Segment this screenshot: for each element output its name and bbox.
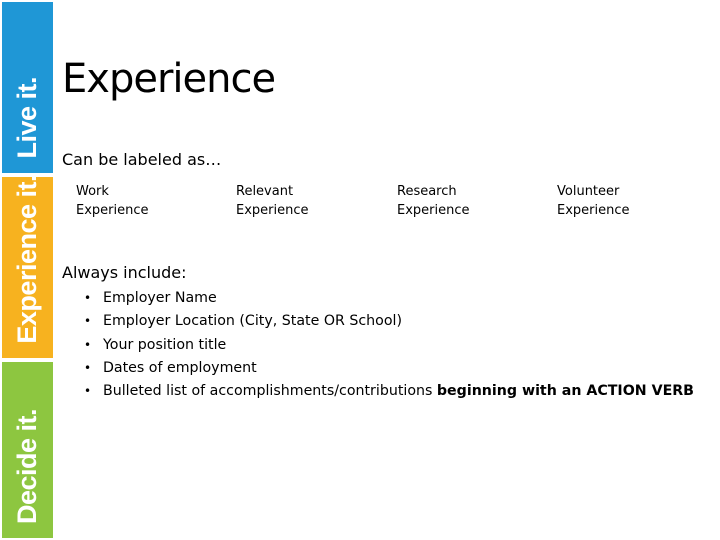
band-label-experience: Experience it. <box>12 175 42 344</box>
sidebar-band-live <box>2 2 53 173</box>
band-label-live: Live it. <box>12 77 42 159</box>
label-option-line: Volunteer <box>557 184 620 199</box>
label-option-line: Experience <box>557 203 630 218</box>
label-option-line: Experience <box>397 203 470 218</box>
label-option-line: Relevant <box>236 184 294 199</box>
label-option-volunteer <box>557 182 687 220</box>
slide-subtitle: Can be labeled as… <box>62 150 222 169</box>
list-item <box>84 380 694 403</box>
sidebar-band-experience <box>2 177 53 358</box>
band-label-decide: Decide it. <box>12 408 42 524</box>
list-item: • Employer Name <box>84 287 694 310</box>
label-option-line: Experience <box>76 203 149 218</box>
label-option-relevant <box>236 182 366 220</box>
sidebar-band-decide <box>2 362 53 538</box>
label-option-line: Work <box>76 184 109 199</box>
list-item-text: Bulleted list of accomplishments/contributions <box>103 383 437 400</box>
label-option-line: Research <box>397 184 457 199</box>
always-include-heading: Always include: <box>62 263 187 282</box>
list-item: • Dates of employment <box>84 357 694 380</box>
list-item-emphasis: beginning with an ACTION VERB <box>436 383 694 400</box>
label-option-research <box>397 182 527 220</box>
list-item: • Your position title <box>84 334 694 357</box>
include-list <box>84 287 694 403</box>
label-option-line: Experience <box>236 203 309 218</box>
label-option-work <box>76 182 206 220</box>
list-item: • Employer Location (City, State OR School) <box>84 310 694 333</box>
slide-title: Experience <box>62 56 276 102</box>
sidebar-divider <box>53 0 55 540</box>
